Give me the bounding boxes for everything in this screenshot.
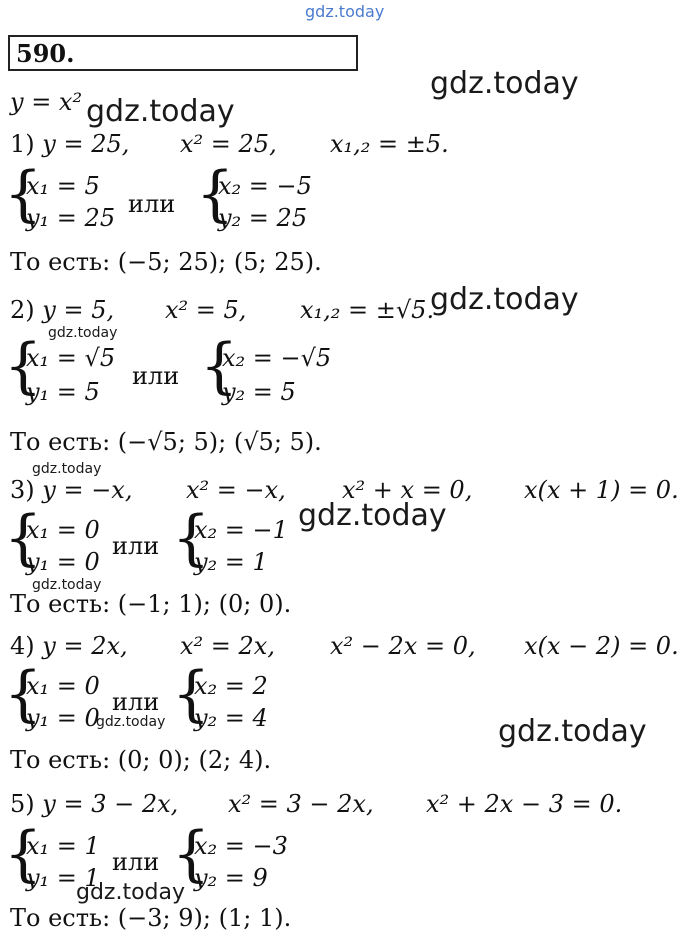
item-3-brace-right: { — [172, 503, 211, 573]
item-4-eq4: x(x − 2) = 0. — [524, 632, 679, 660]
item-3-brace-left: { — [4, 503, 43, 573]
item-5-line: 5) y = 3 − 2x, — [10, 790, 179, 818]
item-1-answer: То есть: (−5; 25); (5; 25). — [10, 248, 322, 276]
item-2-brace-right: { — [200, 331, 239, 401]
item-3-or: или — [112, 532, 160, 560]
item-5-eq2: x² = 3 − 2x, — [228, 790, 374, 818]
item-3-sys1-row1: x₁ = 0 — [26, 516, 100, 544]
item-4-eq2: x² = 2x, — [180, 632, 275, 660]
watermark: gdz.today — [498, 714, 647, 749]
item-3-answer: То есть: (−1; 1); (0; 0). — [10, 590, 292, 618]
item-1-sys1-row1: x₁ = 5 — [26, 172, 100, 200]
item-3-sys2-row2: y₂ = 1 — [194, 548, 268, 576]
item-4-eq3: x² − 2x = 0, — [330, 632, 476, 660]
item-1-sys2-row2: y₂ = 25 — [218, 204, 308, 232]
item-1-eq3: x₁,₂ = ±5. — [330, 130, 449, 158]
item-5-brace-right: { — [172, 819, 211, 889]
item-2-line: 2) y = 5, — [10, 296, 115, 324]
item-2-answer: То есть: (−√5; 5); (√5; 5). — [10, 428, 322, 456]
item-4-sys2-row2: y₂ = 4 — [194, 704, 268, 732]
watermark: gdz.today — [32, 577, 102, 593]
item-4-or: или — [112, 688, 160, 716]
watermark-top: gdz.today — [305, 2, 385, 21]
watermark: gdz.today — [86, 94, 235, 129]
watermark: gdz.today — [298, 498, 447, 533]
item-5-eq3: x² + 2x − 3 = 0. — [426, 790, 623, 818]
item-1-eq2: x² = 25, — [180, 130, 277, 158]
item-1-line: 1) y = 25, — [10, 130, 130, 158]
watermark: gdz.today — [76, 880, 186, 905]
item-1-sys2-row1: x₂ = −5 — [218, 172, 312, 200]
item-1-sys1-row2: y₁ = 25 — [26, 204, 116, 232]
item-4-sys1-row2: y₁ = 0 — [26, 704, 100, 732]
item-3-eq2: x² = −x, — [186, 476, 286, 504]
item-3-eq4: x(x + 1) = 0. — [524, 476, 679, 504]
problem-number: 590. — [16, 39, 75, 68]
watermark: gdz.today — [48, 325, 118, 341]
item-4-brace-right: { — [172, 659, 211, 729]
item-5-brace-left: { — [4, 819, 43, 889]
item-2-sys2-row1: x₂ = −√5 — [222, 344, 332, 372]
watermark: gdz.today — [430, 282, 579, 317]
item-4-line: 4) y = 2x, — [10, 632, 128, 660]
watermark: gdz.today — [32, 461, 102, 477]
item-5-answer: То есть: (−3; 9); (1; 1). — [10, 904, 292, 932]
item-5-sys1-row2: y₁ = 1 — [26, 864, 100, 892]
watermark: gdz.today — [430, 66, 579, 101]
item-3-line: 3) y = −x, — [10, 476, 133, 504]
item-3-eq3: x² + x = 0, — [342, 476, 473, 504]
item-1-brace-right: { — [196, 159, 235, 229]
item-2-eq3: x₁,₂ = ±√5. — [300, 296, 435, 324]
item-4-answer: То есть: (0; 0); (2; 4). — [10, 746, 272, 774]
item-1-brace-left: { — [4, 159, 43, 229]
item-5-or: или — [112, 848, 160, 876]
function-header: y = x² — [10, 88, 83, 116]
item-4-sys2-row1: x₂ = 2 — [194, 672, 268, 700]
item-2-sys1-row2: y₁ = 5 — [26, 378, 100, 406]
item-5-sys2-row2: y₂ = 9 — [194, 864, 268, 892]
item-2-or: или — [132, 362, 180, 390]
item-4-sys1-row1: x₁ = 0 — [26, 672, 100, 700]
item-4-brace-left: { — [4, 659, 43, 729]
item-5-sys2-row1: x₂ = −3 — [194, 832, 288, 860]
item-2-eq2: x² = 5, — [165, 296, 247, 324]
watermark: gdz.today — [96, 714, 166, 730]
item-1-or: или — [128, 190, 176, 218]
item-3-sys1-row2: y₁ = 0 — [26, 548, 100, 576]
problem-number-box — [8, 35, 358, 71]
item-5-sys1-row1: x₁ = 1 — [26, 832, 100, 860]
item-3-sys2-row1: x₂ = −1 — [194, 516, 288, 544]
item-2-sys2-row2: y₂ = 5 — [222, 378, 296, 406]
item-2-sys1-row1: x₁ = √5 — [26, 344, 116, 372]
item-2-brace-left: { — [4, 331, 43, 401]
